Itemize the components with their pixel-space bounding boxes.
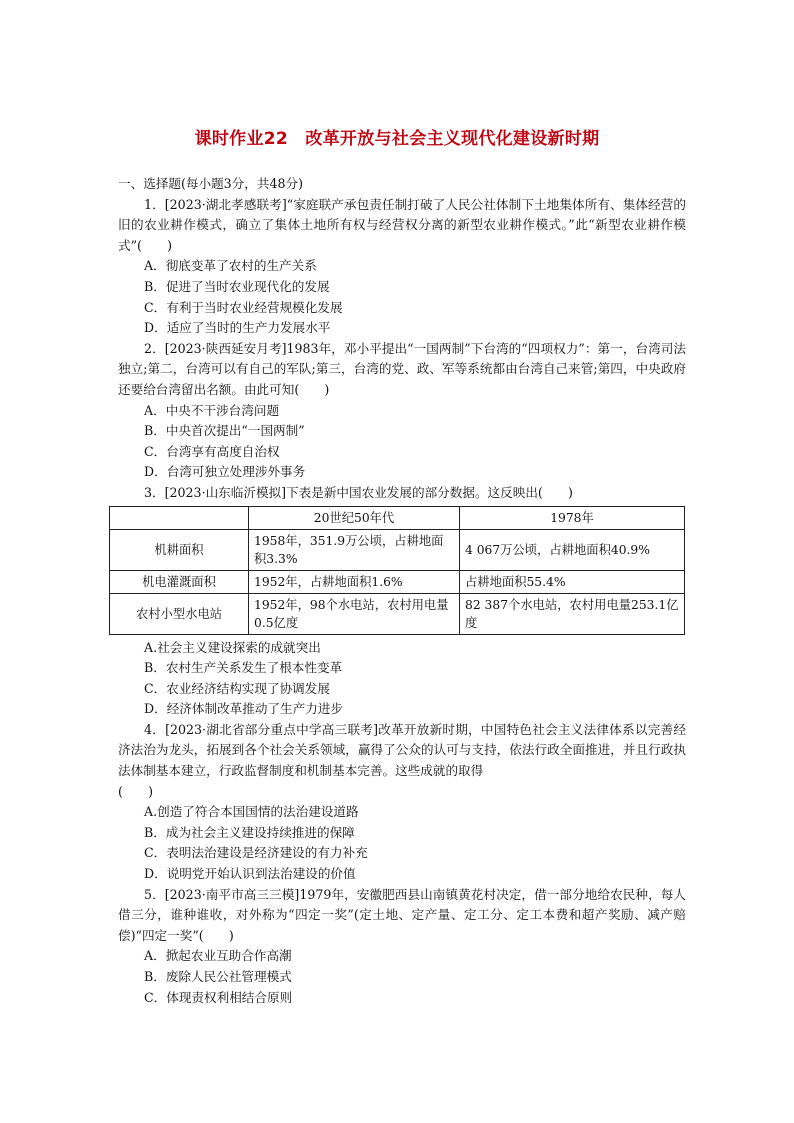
- table-cell: 1958年，351.9万公顷，占耕地面积3.3%: [249, 529, 460, 570]
- question-5-option-c: C．体现责权利相结合原则: [144, 989, 293, 1005]
- table-row-label: 机耕面积: [110, 529, 249, 570]
- question-2-option-c: C．台湾享有高度自治权: [144, 443, 280, 459]
- page-title: 课时作业22 改革开放与社会主义现代化建设新时期: [194, 129, 600, 149]
- question-content: [118, 174, 686, 1008]
- question-1-option-b: B．促进了当时农业现代化的发展: [144, 278, 330, 294]
- question-4-option-b: B．成为社会主义建设持续推进的保障: [144, 824, 355, 840]
- table-cell: 82 387个水电站，农村用电量253.1亿度: [460, 593, 685, 634]
- question-5-stem: 5．[2023·南平市高三三模]1979年，安徽肥西县山南镇黄花村决定，借一部分地给农民种，每人借三分，谁种谁收，对外称为“四定一奖”(定土地、定产量、定工分、定工本费和超产奖励、减产赔偿)“四定一奖”( ): [118, 886, 686, 943]
- question-4-option-a: A.创造了符合本国国情的法治建设道路: [144, 804, 359, 820]
- section-heading: 一、选择题(每小题3分，共48分): [118, 176, 303, 191]
- table-cell: 占耕地面积55.4%: [460, 570, 685, 593]
- table-row-label: 农村小型水电站: [110, 593, 249, 634]
- question-1-option-c: C．有利于当时农业经营规模化发展: [144, 299, 343, 315]
- question-4-stem: 4．[2023·湖北省部分重点中学高三联考]改革开放新时期，中国特色社会主义法律体系以完善经济法治为龙头，拓展到各个社会关系领域，赢得了公众的认可与支持，依法行政全面推进，并且行政执法体制基本建立，行政监督制度和机制基本完善。这些成就的取得: [118, 721, 686, 779]
- table-header-cell: 20世纪50年代: [249, 506, 460, 529]
- table-row: [110, 593, 685, 634]
- table-cell: 1952年，占耕地面积1.6%: [249, 570, 460, 593]
- question-3-option-b: B．农村生产关系发生了根本性变革: [144, 660, 343, 676]
- question-4-option-d: D．说明党开始认识到法治建设的价值: [144, 866, 356, 882]
- table-row: [110, 529, 685, 570]
- question-4-option-c: C．表明法治建设是经济建设的有力补充: [144, 845, 368, 861]
- table-header-cell: 1978年: [460, 506, 685, 529]
- question-3-stem: 3．[2023·山东临沂模拟]下表是新中国农业发展的部分数据。这反映出( ): [144, 484, 573, 500]
- table-row-label: 机电灌溉面积: [110, 570, 249, 593]
- question-1-stem: 1．[2023·湖北孝感联考]“家庭联产承包责任制打破了人民公社体制下土地集体所有、集体经营的旧的农业耕作模式，确立了集体土地所有权与经营权分离的新型农业耕作模式。”此“新型农业耕作模式”( ): [118, 196, 686, 253]
- table-cell: 4 067万公顷，占耕地面积40.9%: [460, 529, 685, 570]
- table-header-cell: [110, 506, 249, 529]
- question-2-option-b: B．中央首次提出“一国两制”: [144, 423, 305, 439]
- question-3-option-a: A.社会主义建设探索的成就突出: [144, 639, 321, 655]
- question-3-option-c: C．农业经济结构实现了协调发展: [144, 680, 330, 696]
- question-2-option-d: D．台湾可独立处理涉外事务: [144, 464, 306, 480]
- question-3-option-d: D．经济体制改革推动了生产力进步: [144, 701, 344, 717]
- table-cell: 1952年，98个水电站，农村用电量0.5亿度: [249, 593, 460, 634]
- question-1-option-a: A．彻底变革了农村的生产关系: [144, 258, 317, 274]
- question-1-option-d: D．适应了当时的生产力发展水平: [144, 320, 331, 336]
- agriculture-data-table: [109, 506, 685, 635]
- question-2-option-a: A．中央不干涉台湾问题: [144, 402, 280, 418]
- table-row: [110, 570, 685, 593]
- question-2-stem: 2．[2023·陕西延安月考]1983年，邓小平提出“一国两制”下台湾的“四项权力”：第一，台湾司法独立;第二，台湾可以有自己的军队;第三，台湾的党、政、军等系统都由台湾自己来管;第四，中央政府还要给台湾留出名额。由此可知( ): [118, 340, 686, 397]
- table-header-row: [110, 506, 685, 529]
- question-4-answer-blank: ( ): [118, 783, 154, 799]
- question-5-option-b: B．废除人民公社管理模式: [144, 969, 292, 984]
- question-5-option-a: A．掀起农业互助合作高潮: [144, 948, 292, 964]
